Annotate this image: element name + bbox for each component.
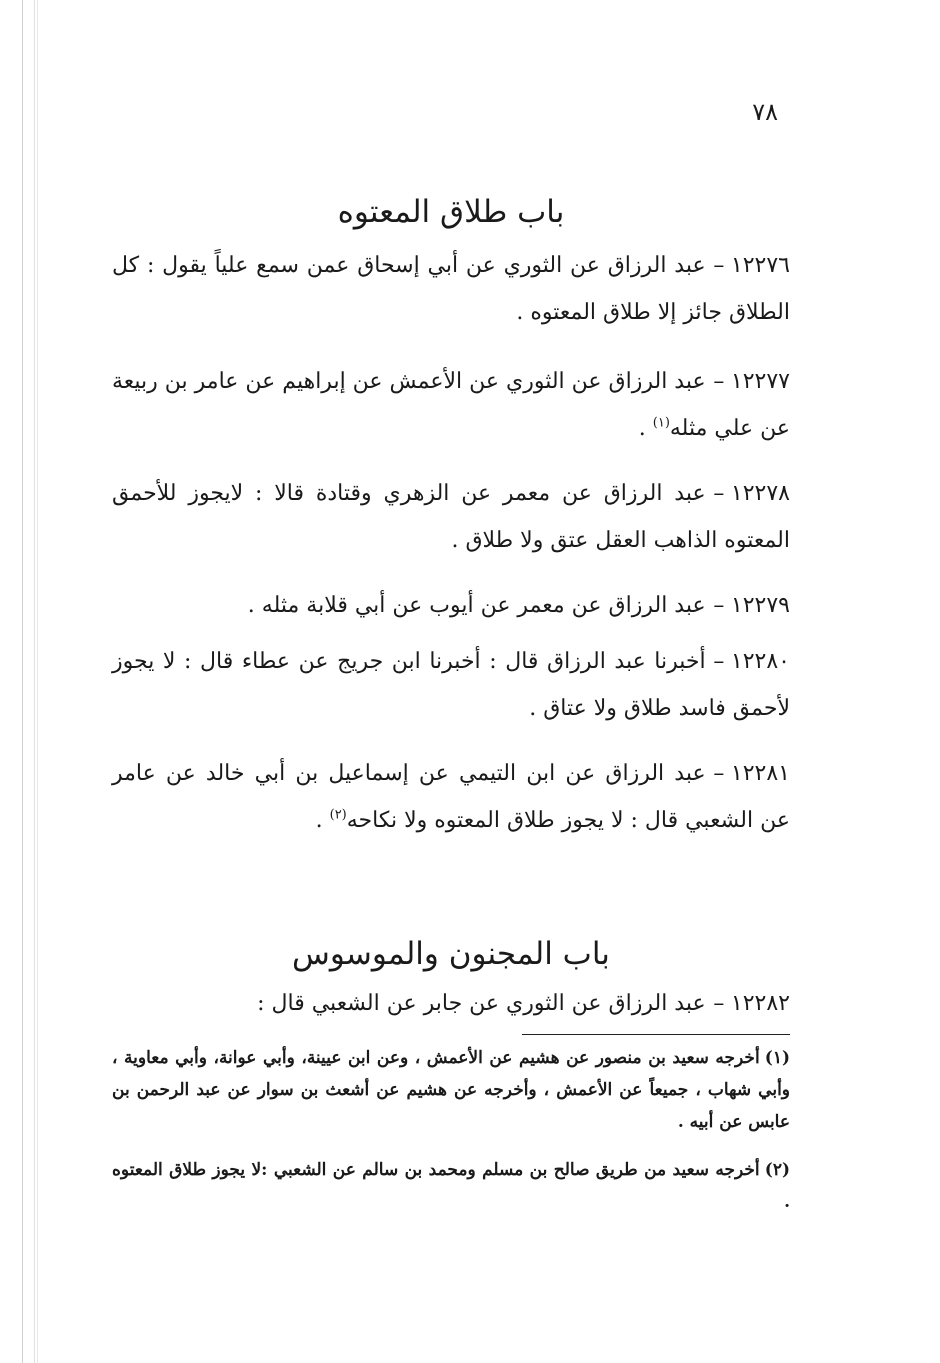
hadith-number: ١٢٢٧٨ xyxy=(730,481,790,506)
hadith-dash: – xyxy=(713,761,725,786)
hadith-paragraph xyxy=(112,582,790,629)
hadith-number: ١٢٢٨١ xyxy=(730,761,790,786)
hadith-paragraph xyxy=(112,358,790,452)
hadith-paragraph xyxy=(112,470,790,564)
hadith-dash: – xyxy=(713,593,725,618)
hadith-paragraph xyxy=(112,242,790,336)
hadith-paragraph xyxy=(112,750,790,844)
chapter-title: باب طلاق المعتوه xyxy=(337,193,565,230)
footnote-text: أخرجه سعيد من طريق صالح بن مسلم ومحمد بن سالم عن الشعبي :لا يجوز طلاق المعتوه . xyxy=(112,1160,790,1212)
page-edge-line xyxy=(22,0,23,1363)
footnote-reference[interactable]: (٢) xyxy=(329,807,347,823)
chapter-title: باب المجنون والموسوس xyxy=(292,935,610,972)
hadith-text: عبد الرزاق عن معمر عن أيوب عن أبي قلابة مثله . xyxy=(247,593,706,618)
hadith-text: عبد الرزاق عن معمر عن الزهري وقتادة قالا : لايجوز للأحمق المعتوه الذاهب العقل عتق ولا طلاق . xyxy=(112,481,790,553)
hadith-dash: – xyxy=(713,253,725,278)
hadith-text: عبد الرزاق عن ابن التيمي عن إسماعيل بن أبي خالد عن عامر عن الشعبي قال : لا يجوز طلاق المعتوه ولا نكاحه xyxy=(112,761,790,833)
hadith-paragraph xyxy=(112,638,790,732)
hadith-text: عبد الرزاق عن الثوري عن الأعمش عن إبراهيم عن عامر بن ربيعة عن علي مثله xyxy=(112,369,790,441)
hadith-text: عبد الرزاق عن الثوري عن أبي إسحاق عمن سمع علياً يقول : كل الطلاق جائز إلا طلاق المعتوه . xyxy=(112,253,790,325)
hadith-end: . xyxy=(315,808,330,833)
footnote xyxy=(112,1154,790,1218)
hadith-dash: – xyxy=(713,649,725,674)
footnote-number: (١) xyxy=(764,1048,790,1068)
hadith-dash: – xyxy=(713,369,725,394)
footnote-text: أخرجه سعيد بن منصور عن هشيم عن الأعمش ، وعن ابن عيينة، وأبي عوانة، وأبي معاوية ، وأبي شهاب ، جميعاً عن الأعمش ، وأخرجه عن هشيم عن أشعث بن سوار عن عبد الرحمن بن عابس عن أبيه . xyxy=(112,1048,790,1132)
page-edge-line xyxy=(37,0,38,1363)
hadith-number: ١٢٢٨٠ xyxy=(730,649,790,674)
hadith-number: ١٢٢٧٧ xyxy=(730,369,790,394)
hadith-number: ١٢٢٧٦ xyxy=(730,253,790,278)
footnote-separator xyxy=(522,1034,790,1035)
hadith-dash: – xyxy=(713,481,725,506)
hadith-number: ١٢٢٨٢ xyxy=(730,991,790,1016)
hadith-paragraph xyxy=(112,980,790,1027)
page-edge-line xyxy=(34,0,35,1363)
footnote-reference[interactable]: (١) xyxy=(652,415,670,431)
hadith-dash: – xyxy=(713,991,725,1016)
footnote xyxy=(112,1042,790,1138)
footnote-number: (٢) xyxy=(764,1160,790,1180)
hadith-text: أخبرنا عبد الرزاق قال : أخبرنا ابن جريج عن عطاء قال : لا يجوز لأحمق فاسد طلاق ولا عتاق . xyxy=(112,649,790,721)
hadith-number: ١٢٢٧٩ xyxy=(730,593,790,618)
hadith-text: عبد الرزاق عن الثوري عن جابر عن الشعبي قال : xyxy=(257,991,706,1016)
page-number: ٧٨ xyxy=(752,98,778,126)
hadith-end: . xyxy=(638,416,653,441)
